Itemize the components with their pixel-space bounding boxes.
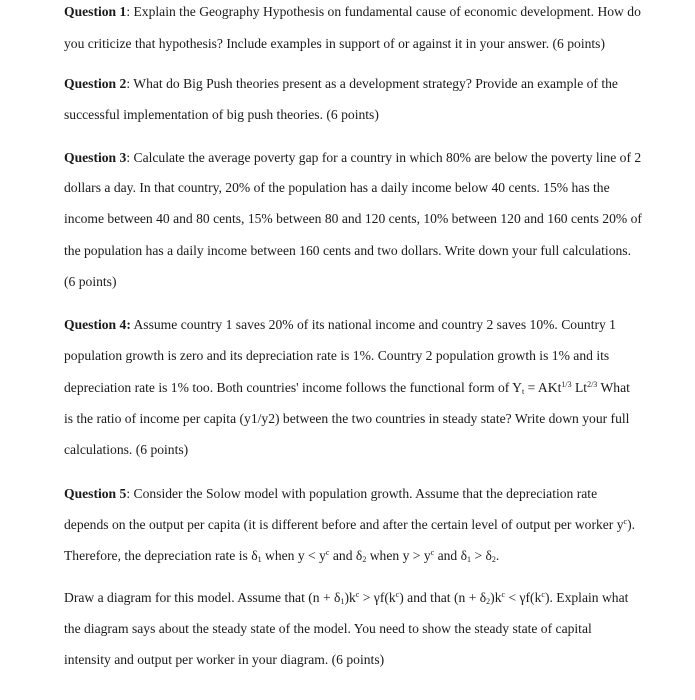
question-4-line-1: Question 4: Assume country 1 saves 20% of its national income and country 2 saves 10%. Country 1 — [64, 317, 616, 332]
question-4-line-5: calculations. (6 points) — [64, 442, 189, 457]
question-3-line-3: income between 40 and 80 cents, 15% between 80 and 120 cents, 10% between 120 and 160 cents 20% of — [64, 211, 642, 226]
question-3-line-1: Question 3: Calculate the average poverty gap for a country in which 80% are below the poverty line of 2 — [64, 150, 642, 165]
question-5-line-2: depends on the output per capita (it is different before and after the certain level of output per worker $y^c$). — [64, 517, 636, 532]
question-1-label: Question 1 — [64, 4, 127, 19]
question-5-line-5: the diagram says about the steady state of the model. You need to show the steady state of capital — [64, 621, 592, 636]
question-2-label: Question 2 — [64, 76, 127, 91]
question-5-line-6: intensity and output per worker in your diagram. (6 points) — [64, 652, 385, 667]
question-5-line-4: Draw a diagram for this model. Assume that $(n + \delta_1)k^c > \gamma f(k^c)$ and that $(n + \delta_2)k^c < \gamma f(k^c)$. Explain what — [64, 590, 629, 606]
question-4-label: Question 4: — [64, 317, 131, 332]
question-3-label: Question 3 — [64, 150, 127, 165]
question-4-line-2: population growth is zero and its depreciation rate is 1%. Country 2 population growth is 1% and its — [64, 348, 610, 363]
question-5-line-3: Therefore, the depreciation rate is $\delta_1$ when $y < y^c$ and $\delta_2$ when $y > y^c$ and $\delta_1 > \delta_2$. — [64, 548, 500, 564]
question-5-line-1: Question 5: Consider the Solow model with population growth. Assume that the depreciation rate — [64, 486, 598, 501]
question-4-line-3: depreciation rate is 1% too. Both countries' income follows the functional form of $Y_t = AKt^{1/3}$ $Lt^{2/3}$ What — [64, 380, 630, 396]
question-1-line-1: Question 1: Explain the Geography Hypothesis on fundamental cause of economic development. How do — [64, 4, 641, 19]
question-3-line-4: the population has a daily income between 160 cents and two dollars. Write down your full calculations. — [64, 243, 631, 258]
question-3-line-5: (6 points) — [64, 274, 117, 289]
question-4-line-4: is the ratio of income per capita (y1/y2) between the two countries in steady state? Write down your full — [64, 411, 630, 426]
question-3-line-2: dollars a day. In that country, 20% of the population has a daily income below 40 cents. 15% has the — [64, 180, 610, 195]
question-2-line-2: successful implementation of big push theories. (6 points) — [64, 107, 379, 122]
question-1-line-2: you criticize that hypothesis? Include examples in support of or against it in your answer. (6 points) — [64, 36, 605, 51]
question-2-line-1: Question 2: What do Big Push theories present as a development strategy? Provide an example of the — [64, 76, 618, 91]
question-5-label: Question 5 — [64, 486, 127, 501]
